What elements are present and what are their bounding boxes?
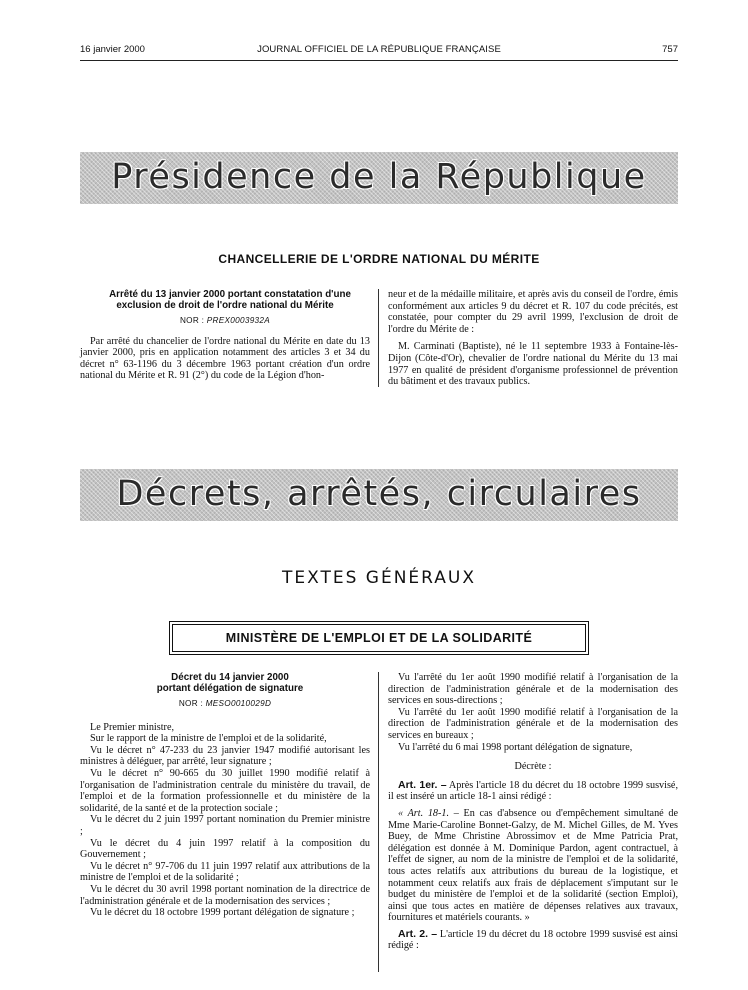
decret-title-line2: portant délégation de signature: [156, 683, 304, 694]
ministry-heading: MINISTÈRE DE L'EMPLOI ET DE LA SOLIDARITÉ: [225, 631, 533, 645]
header-page-number: 757: [662, 44, 678, 55]
article-18-1: [388, 808, 678, 924]
decret-visa: Vu le décret du 4 juin 1997 relatif à la composition du Gouvernement ;: [80, 837, 370, 861]
decret-right-column: [388, 672, 678, 952]
textes-generaux-heading: TEXTES GÉNÉRAUX: [281, 568, 476, 588]
arrete-paragraph-right: neur et de la médaille militaire, et après avis du conseil de l'ordre, émis conformément aux articles 9 du décret et R. 107 du code précités, est constatée, pour compter du 29 avril 1999, l'exclusion de droit de l'ordre du Mérite de :: [388, 289, 678, 335]
article-1-text: Après l'article 18 du décret du 18 octobre 1999 susvisé, il est inséré un article 18-1 ainsi rédigé :: [388, 779, 678, 803]
article-2-text: L'article 19 du décret du 18 octobre 1999 susvisé est ainsi rédigé :: [388, 928, 678, 952]
article-1-lead: Art. 1er. –: [398, 778, 447, 791]
column-divider-bottom: [378, 672, 379, 972]
decret-visa: Vu l'arrêté du 1er août 1990 modifié relatif à l'organisation de la direction de l'administration générale et de la modernisation des services en bureaux ;: [388, 706, 678, 741]
banner-presidence-text: Présidence de la République: [111, 157, 647, 197]
ministry-heading-box: [172, 624, 586, 652]
article-18-1-text: En cas d'absence ou d'empêchement simultané de Mme Marie-Caroline Bonnet-Galzy, de M. Michel Gilles, de M. Yves Buey, de Mme Christine Abrossimov et de Mme Patricia Prat, délégation est donnée à M. Dominique Pardon, agent contractuel, à l'effet de signer, au nom de la ministre de l'emploi et de la solidarité, tous actes relatifs aux attributions du bureau de la logistique, et notamment ceux relatifs aux frais de déplacement s'imputant sur le budget du ministère de l'emploi et de la solidarité (section Emploi), ainsi que tous actes en matière de dépenses relatives aux travaux, fournitures et matériels courants. »: [388, 807, 678, 924]
running-head: [80, 44, 678, 58]
decrete-line: Décrète :: [514, 761, 552, 773]
chancellerie-right-column: [388, 289, 678, 388]
chancellerie-heading: CHANCELLERIE DE L'ORDRE NATIONAL DU MÉRITE: [218, 252, 540, 266]
article-2: [388, 929, 678, 952]
decret-visa: Vu le décret n° 47-233 du 23 janvier 1947 modifié autorisant les ministres à déléguer, par arrêté, leur signature ;: [80, 744, 370, 768]
arrete-carminati: M. Carminati (Baptiste), né le 11 septembre 1933 à Fontaine-lès-Dijon (Côte-d'Or), chevalier de l'ordre national du Mérite du 13 mai 1977 en qualité de président d'organisme professionnel de prévention du bâtiment et des travaux publics.: [388, 341, 678, 388]
decret-visa: Vu l'arrêté du 6 mai 1998 portant délégation de signature,: [398, 741, 633, 753]
banner-decrets: [80, 469, 678, 521]
header-rule: [80, 60, 678, 61]
banner-decrets-text: Décrets, arrêtés, circulaires: [116, 474, 642, 514]
header-date: 16 janvier 2000: [80, 44, 145, 55]
arrete-title: Arrêté du 13 janvier 2000 portant constatation d'une exclusion de droit de l'ordre national du Mérite: [109, 289, 351, 311]
decret-nor-code: MESO0010029D: [205, 699, 272, 708]
arrete-nor: NOR : PREX0003932A: [179, 316, 271, 325]
column-divider-top: [378, 289, 379, 387]
header-journal-title: JOURNAL OFFICIEL DE LA RÉPUBLIQUE FRANÇAISE: [257, 44, 501, 55]
decret-visa: Vu le décret n° 97-706 du 11 juin 1997 relatif aux attributions de la ministre de l'emploi et de la solidarité ;: [80, 860, 370, 884]
decret-left-column: [80, 672, 370, 919]
decret-title-line1: Décret du 14 janvier 2000: [171, 672, 289, 683]
arrete-paragraph-left: Par arrêté du chancelier de l'ordre national du Mérite en date du 13 janvier 2000, pris en application notamment des articles 3 et 34 du décret n° 63-1196 du 3 décembre 1963 portant création d'un ordre national du Mérite et R. 91 (2°) du code de la Légion d'hon-: [80, 335, 370, 382]
decret-visa: Le Premier ministre,: [90, 721, 175, 733]
article-18-1-lead: « Art. 18-1. –: [398, 807, 459, 819]
decret-visa: Vu le décret du 30 avril 1998 portant nomination de la directrice de l'administration générale et de la modernisation des services ;: [80, 883, 370, 907]
decret-visa: Vu le décret du 2 juin 1997 portant nomination du Premier ministre ;: [80, 814, 370, 837]
decret-visa: Vu le décret n° 90-665 du 30 juillet 1990 modifié relatif à l'organisation de l'administration centrale du ministère du travail, de l'emploi et de la formation professionnelle et du ministère de la solidarité, de la santé et de la protection sociale ;: [80, 767, 370, 814]
decret-visa: Sur le rapport de la ministre de l'emploi et de la solidarité,: [90, 733, 327, 745]
article-1: [388, 780, 678, 803]
banner-presidence: [80, 152, 678, 204]
decret-visa: Vu l'arrêté du 1er août 1990 modifié relatif à l'organisation de la direction de l'administration générale et de la modernisation des services en sous-directions ;: [388, 672, 678, 707]
decret-visa: Vu le décret du 18 octobre 1999 portant délégation de signature ;: [90, 907, 355, 919]
article-2-lead: Art. 2. –: [398, 927, 438, 940]
chancellerie-left-column: [80, 289, 370, 382]
arrete-nor-code: PREX0003932A: [206, 316, 271, 325]
decret-nor: NOR : MESO0010029D: [178, 699, 272, 708]
